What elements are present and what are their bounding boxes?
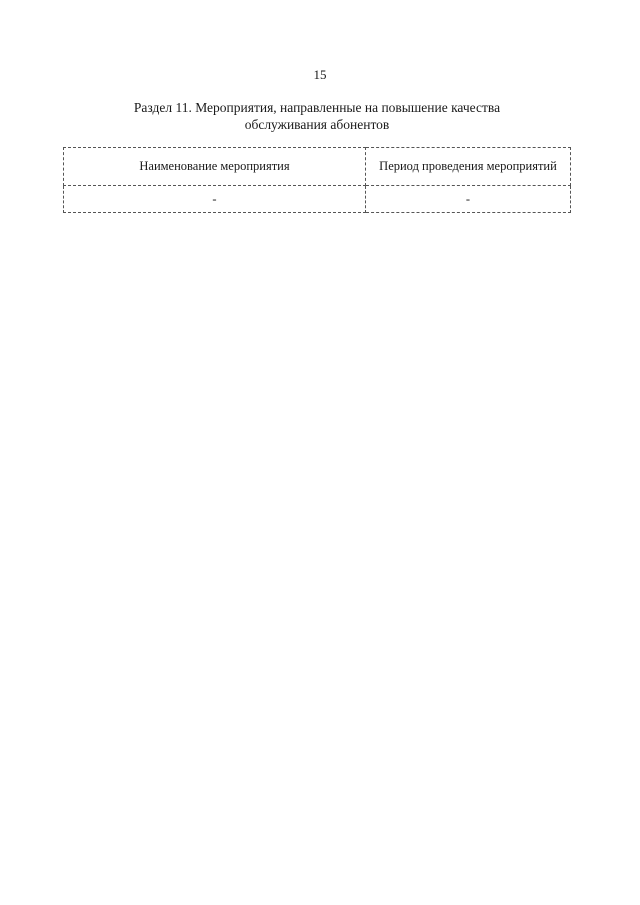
table-header-row: [64, 148, 571, 186]
section-title: [64, 99, 570, 133]
section-title-line-1: Раздел 11. Мероприятия, направленные на повышение качества: [133, 100, 501, 115]
column-header-period: Период проведения мероприятий: [366, 148, 571, 186]
page-number: 15: [313, 67, 327, 82]
table-row: [64, 186, 571, 213]
cell-measure-name: -: [64, 186, 366, 213]
section-title-line-2: обслуживания абонентов: [244, 117, 390, 132]
cell-period: -: [366, 186, 571, 213]
measures-table: [63, 147, 571, 213]
column-header-measure-name: Наименование мероприятия: [64, 148, 366, 186]
